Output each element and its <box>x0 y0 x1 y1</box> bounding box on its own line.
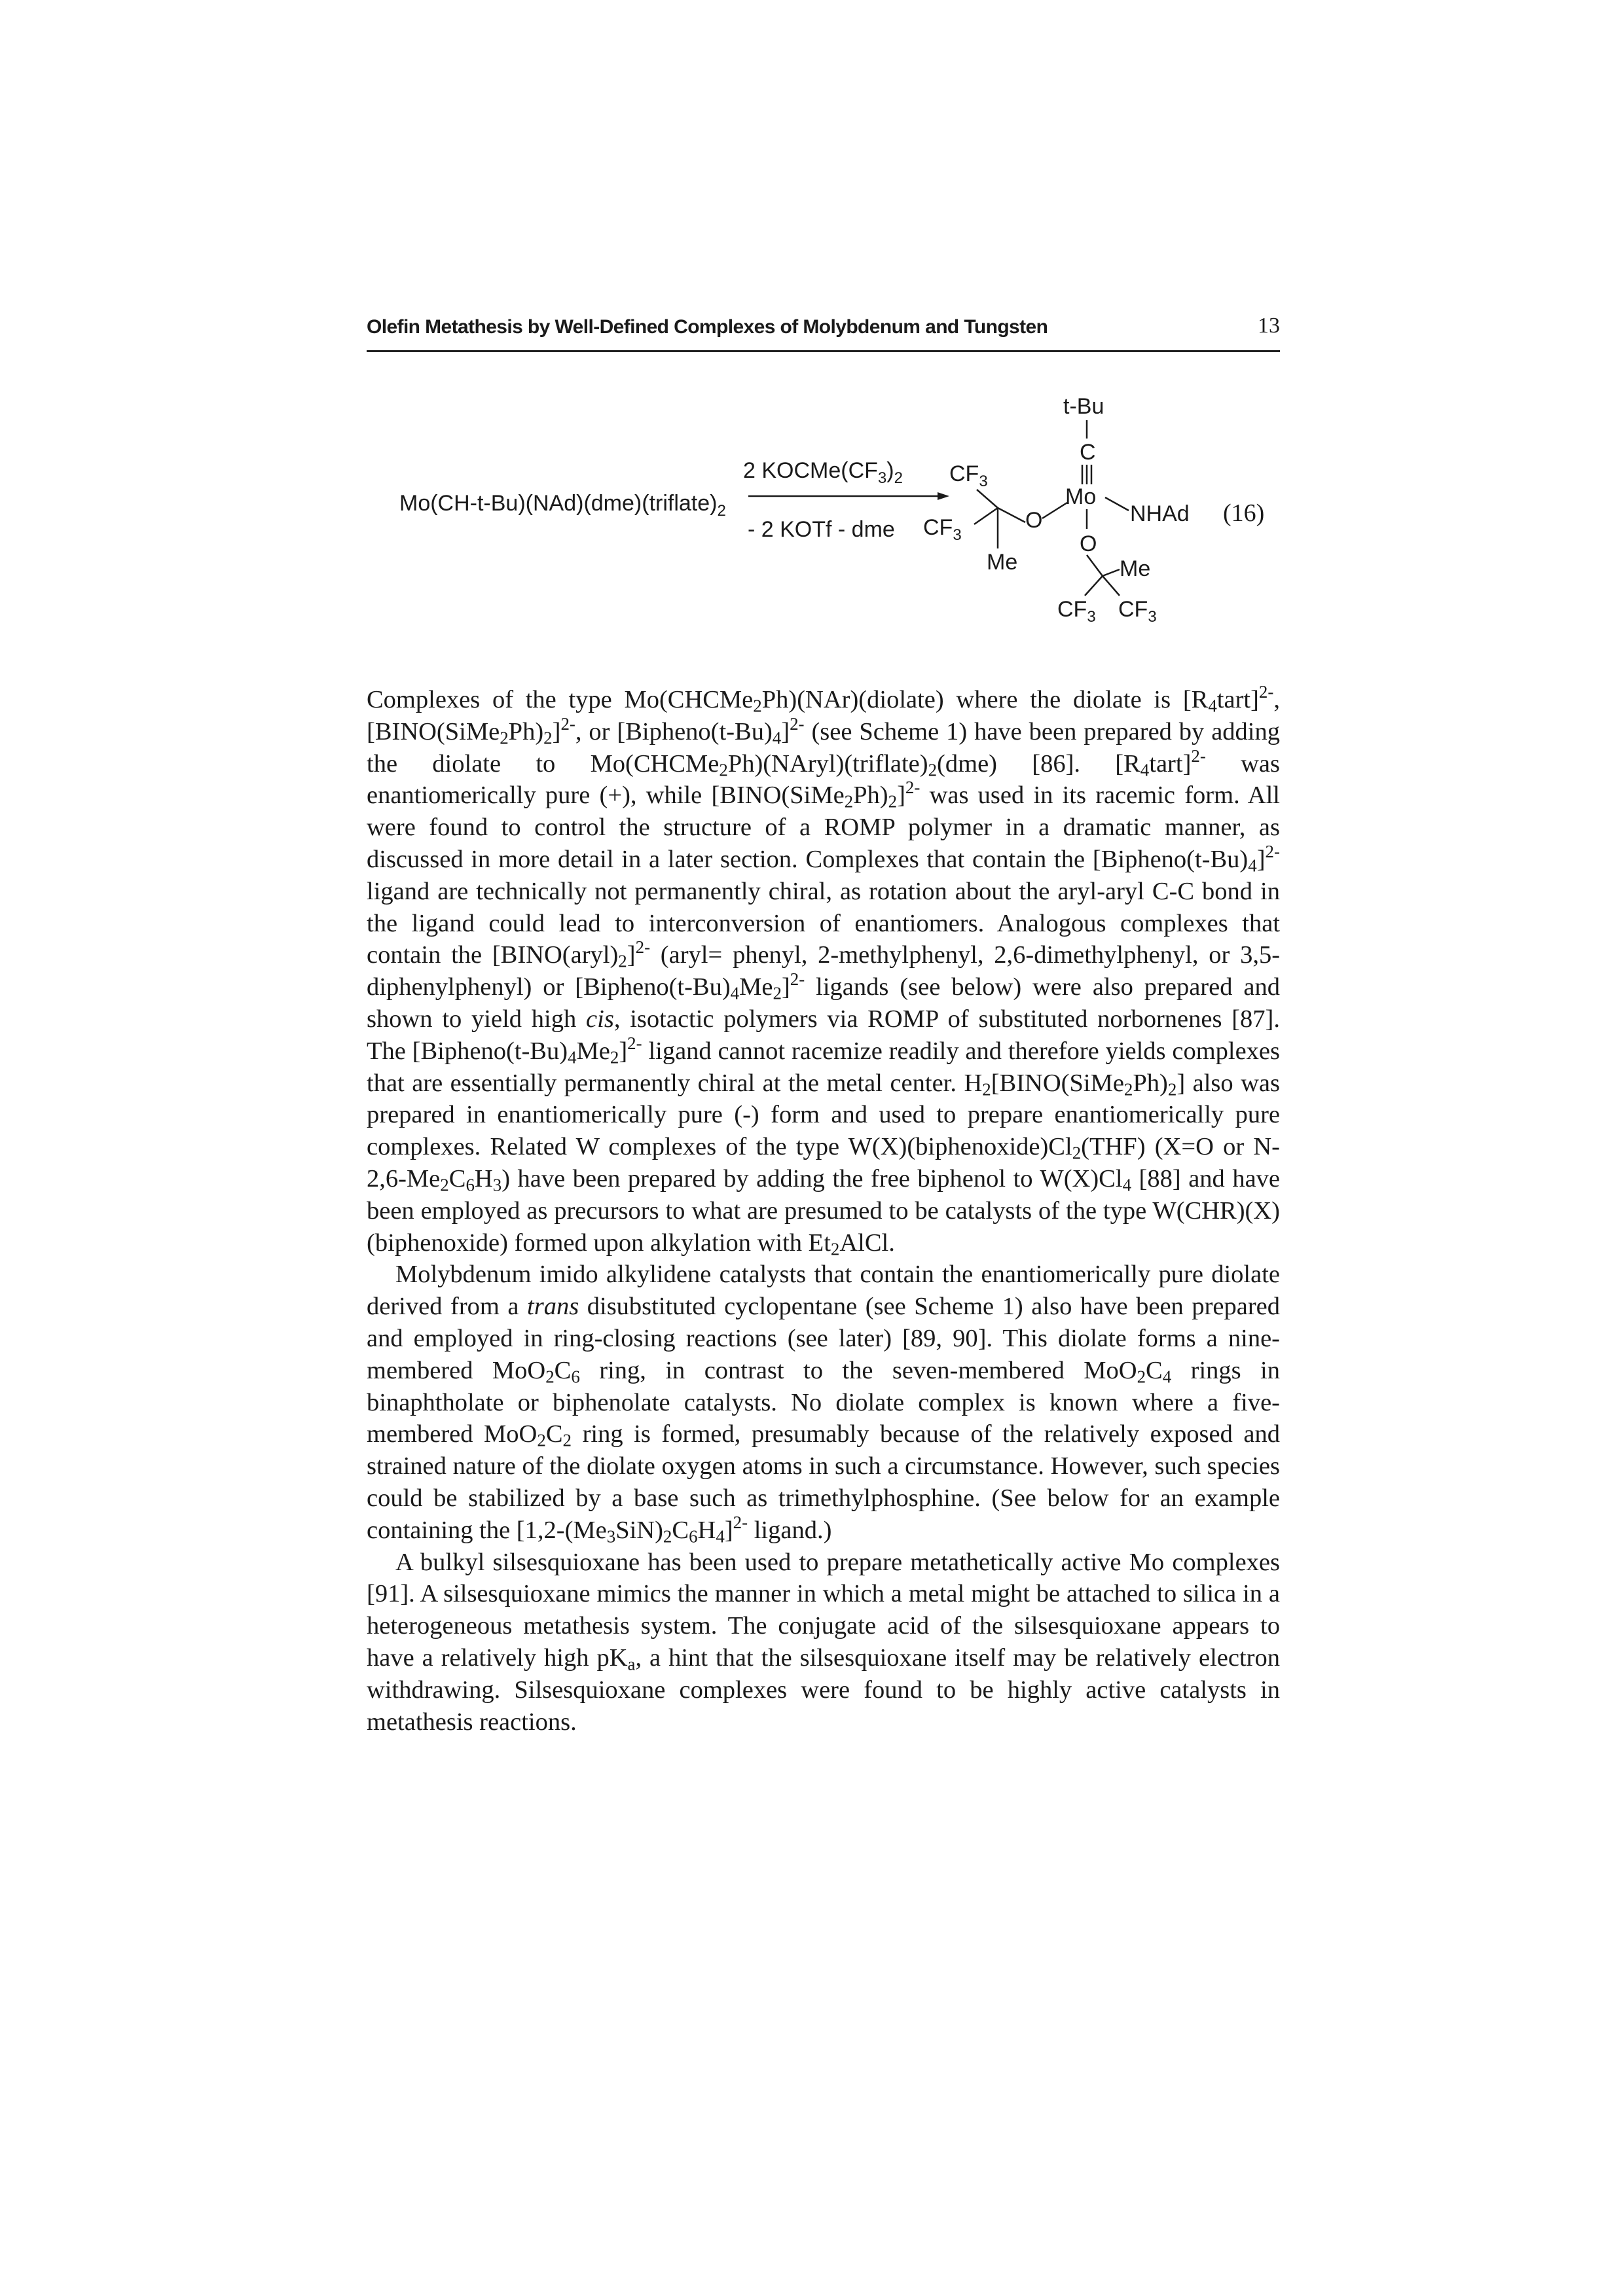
subscript: 2 <box>830 1239 840 1259</box>
superscript: 2- <box>627 1033 642 1053</box>
subscript: 3 <box>606 1526 616 1547</box>
text-run: ) have been prepared by adding the free biphenol to W(X)Cl <box>501 1164 1123 1193</box>
bond-c-me-right <box>1103 569 1120 576</box>
superscript: 2- <box>905 778 921 798</box>
subscript: 4 <box>1122 1175 1132 1195</box>
text-run: [88] and have been employed as precursors to what are presumed to be catalysts of the type W(CHR)(X)(biphenoxide) formed upon alkylation with Et <box>367 1164 1281 1257</box>
product-o-bottom: O <box>1080 531 1097 556</box>
subscript: 2 <box>440 1175 449 1195</box>
text-run: Ph)(NAryl)(triflate) <box>727 749 928 778</box>
bond-o-c-bottom <box>1087 555 1103 576</box>
running-header <box>367 311 1280 352</box>
text-run: ] <box>619 1037 628 1065</box>
text-run: ] <box>781 717 790 745</box>
text-run: ] <box>552 717 561 745</box>
text-run: tart] <box>1149 749 1192 778</box>
text-run: Ph) <box>853 781 888 810</box>
subscript: 4 <box>1248 855 1257 876</box>
text-run: Me <box>739 973 773 1001</box>
italic-term: trans <box>527 1293 579 1321</box>
equation-number: (16) <box>1223 499 1265 527</box>
text-run: ] <box>724 1516 733 1544</box>
reaction-scheme-drawing <box>367 380 1280 641</box>
superscript: 2- <box>1258 682 1274 702</box>
product-cf3-bottom-right: $CF_3$ <box>1118 597 1157 626</box>
bond-c-cf3-bottom-right <box>1103 576 1120 596</box>
product-cf3-top-left: $CF_3$ <box>949 461 988 490</box>
text-run: H <box>697 1516 716 1544</box>
subscript: 2 <box>888 792 898 812</box>
text-run: R <box>1191 686 1209 713</box>
subscript: 2 <box>537 1431 546 1451</box>
product-mo: Mo <box>1065 484 1097 509</box>
text-run: ] <box>1256 845 1266 873</box>
superscript: 2- <box>733 1512 748 1532</box>
reactant-formula: $Mo(CH-t-Bu)(NAd)(dme)(triflate)_2$ <box>399 491 726 520</box>
text-run: Complexes of the type Mo(CHCMe <box>367 686 754 713</box>
subscript: 2 <box>844 792 854 812</box>
subscript: 4 <box>716 1526 725 1547</box>
subscript: 2 <box>562 1431 572 1451</box>
subscript: 2 <box>543 728 553 748</box>
subscript: 4 <box>568 1047 577 1067</box>
text-run: ring is formed, presumably because of the relatively exposed and strained nature of the diolate oxygen atoms in such a circumstance. However, such species could be stabilized by a base such as trimethylphosphine. (See below for an example containing the [1,2-(Me <box>367 1420 1281 1544</box>
subscript: 4 <box>1140 760 1150 780</box>
product-carbyne-c: C <box>1080 440 1096 465</box>
text-run: rings in binaphtholate or biphenolate catalysts. No diolate complex is known where a five-membered MoO <box>367 1356 1281 1448</box>
product-nhad: NHAd <box>1130 501 1190 526</box>
text-run: tart] <box>1216 686 1259 713</box>
subscript: 2 <box>753 696 762 716</box>
text-run: ligand cannot racemize readily and therefore yields complexes that are essentially permanently chiral at the metal center. H <box>367 1037 1280 1097</box>
text-run: (THF) (X=O or N-2,6-Me <box>367 1133 1280 1193</box>
product-tbu: t-Bu <box>1063 394 1104 419</box>
text-run: ] also was prepared in enantiomerically pure (-) form and used to prepare enantiomerically pure complexes. Related W complexes of the type W(X)(biphenoxide)Cl <box>367 1069 1281 1161</box>
subscript: 2 <box>618 952 627 972</box>
text-run: Molybdenum imido alkylidene catalysts that contain the enantiomerically pure diolate derived from a <box>367 1261 1280 1321</box>
text-run: was used in its racemic form. All were found to control the structure of a ROMP polymer in a dramatic manner, as discussed in more detail in a later section. Complexes that contain the [Bipheno(t-Bu) <box>367 781 1280 873</box>
page-number: 13 <box>1258 314 1280 338</box>
superscript: 2- <box>1191 745 1206 766</box>
text-run: Ph) <box>508 717 544 745</box>
text-run: , or [Bipheno(t-Bu) <box>575 717 773 745</box>
product-cf3-left: $CF_3$ <box>923 515 962 544</box>
text-run: ] <box>781 973 790 1001</box>
subscript: 2 <box>928 760 938 780</box>
subscript: 6 <box>465 1175 475 1195</box>
superscript: 2- <box>1265 842 1280 862</box>
text-run: (see Scheme 1) have been prepared by adding the diolate to Mo(CHCMe <box>367 717 1280 778</box>
paragraph-3 <box>367 1547 1280 1738</box>
subscript: 4 <box>1208 696 1217 716</box>
text-run: was enantiomerically pure (+), while [BINO(SiMe <box>367 749 1280 810</box>
reagent-above-arrow: 2 $KOCMe(CF_3)_2$ <box>743 458 903 487</box>
subscript: 2 <box>1123 1079 1133 1100</box>
subscript: 4 <box>1162 1367 1172 1387</box>
reagent-below-arrow: - 2 KOTf - dme <box>748 517 895 542</box>
subscript: 2 <box>663 1526 672 1547</box>
bond-c-cf3-top <box>977 490 998 508</box>
bond-o-mo <box>1042 503 1067 518</box>
subscript: 2 <box>982 1079 991 1100</box>
text-run: H <box>474 1164 493 1193</box>
bond-c-cf3-bottom-left <box>1085 576 1103 596</box>
text-run: (aryl= phenyl, 2-methylphenyl, 2,6-dimethylphenyl, or 3,5-diphenylphenyl) or [Bipheno(t-Bu) <box>367 941 1281 1001</box>
text-run: , [BINO(SiMe <box>367 686 1280 745</box>
text-run: ligand are technically not permanently chiral, as rotation about the aryl-aryl C-C bond in the ligand could lead to interconversion of enantiomers. Analogous complexes that contain the [BINO(aryl) <box>367 877 1280 969</box>
reaction-scheme <box>367 380 1280 641</box>
text-run: C <box>1146 1356 1163 1384</box>
subscript: 2 <box>500 728 509 748</box>
text-run: C <box>672 1516 689 1544</box>
product-me-left: Me <box>987 550 1018 575</box>
subscript: 2 <box>719 760 728 780</box>
paragraph-2 <box>367 1259 1280 1546</box>
running-title: Olefin Metathesis by Well-Defined Complexes of Molybdenum and Tungsten <box>367 316 1048 338</box>
text-run: , isotactic polymers via ROMP of substituted norbornenes [87]. The [Bipheno(t-Bu) <box>367 1005 1280 1065</box>
text-run: ] <box>897 781 905 810</box>
text-run: ligand.) <box>748 1516 832 1544</box>
superscript: 2- <box>790 969 805 990</box>
subscript: 6 <box>689 1526 698 1547</box>
subscript: a <box>627 1654 636 1674</box>
product-me-right: Me <box>1120 556 1151 581</box>
text-run: C <box>448 1164 466 1193</box>
subscript: 2 <box>545 1367 555 1387</box>
subscript: 4 <box>730 983 740 1003</box>
subscript: 6 <box>571 1367 580 1387</box>
text-run: ] <box>627 941 636 969</box>
italic-term: cis <box>586 1005 614 1033</box>
reaction-arrowhead <box>938 492 949 500</box>
text-run: Ph) <box>1133 1069 1168 1097</box>
paragraph-1 <box>367 684 1280 1259</box>
text-run: C <box>554 1356 572 1384</box>
text-run: C <box>545 1420 563 1448</box>
subscript: 2 <box>1137 1367 1146 1387</box>
text-run: disubstituted cyclopentane (see Scheme 1) also have been prepared and employed in ring-closing reactions (see later) [89, 90]. This diolate forms a nine-membered MoO <box>367 1293 1280 1384</box>
product-o-left: O <box>1025 508 1043 533</box>
text-run: A bulkyl silsesquioxane has been used to prepare metathetically active Mo complexes [91]. A silsesquioxane mimics the manner in which a metal might be attached to silica in a heterogeneous metathesis system. The conjugate acid of the silsesquioxane appears to have a relatively high pK <box>367 1548 1280 1672</box>
text-run: Ph)(NAr)(diolate) where the diolate is [ <box>761 686 1192 713</box>
bond-c-o-left <box>998 508 1025 522</box>
subscript: 3 <box>492 1175 502 1195</box>
subscript: 2 <box>610 1047 619 1067</box>
text-run: ring, in contrast to the seven-membered MoO <box>579 1356 1137 1384</box>
text-run: , a hint that the silsesquioxane itself may be relatively electron withdrawing. Silsesquioxane complexes were found to be highly active catalysts in metathesis reactions. <box>367 1643 1280 1736</box>
subscript: 2 <box>1072 1143 1082 1163</box>
text-run: (dme) [86]. [R <box>937 749 1140 778</box>
subscript: 2 <box>1167 1079 1177 1100</box>
bond-mo-n <box>1105 497 1129 511</box>
superscript: 2- <box>790 713 805 734</box>
bond-c-cf3-left <box>974 508 998 524</box>
superscript: 2- <box>560 713 575 734</box>
body-text <box>367 684 1280 1738</box>
text-run: AlCl. <box>839 1229 895 1257</box>
product-cf3-bottom-left: $CF_3$ <box>1057 597 1096 626</box>
text-run: ligands (see below) were also prepared and shown to yield high <box>367 973 1280 1033</box>
subscript: 2 <box>773 983 782 1003</box>
text-run: Me <box>576 1037 610 1065</box>
superscript: 2- <box>635 937 651 958</box>
text-run: [BINO(SiMe <box>991 1069 1124 1097</box>
subscript: 4 <box>772 728 782 748</box>
text-run: SiN) <box>615 1516 663 1544</box>
